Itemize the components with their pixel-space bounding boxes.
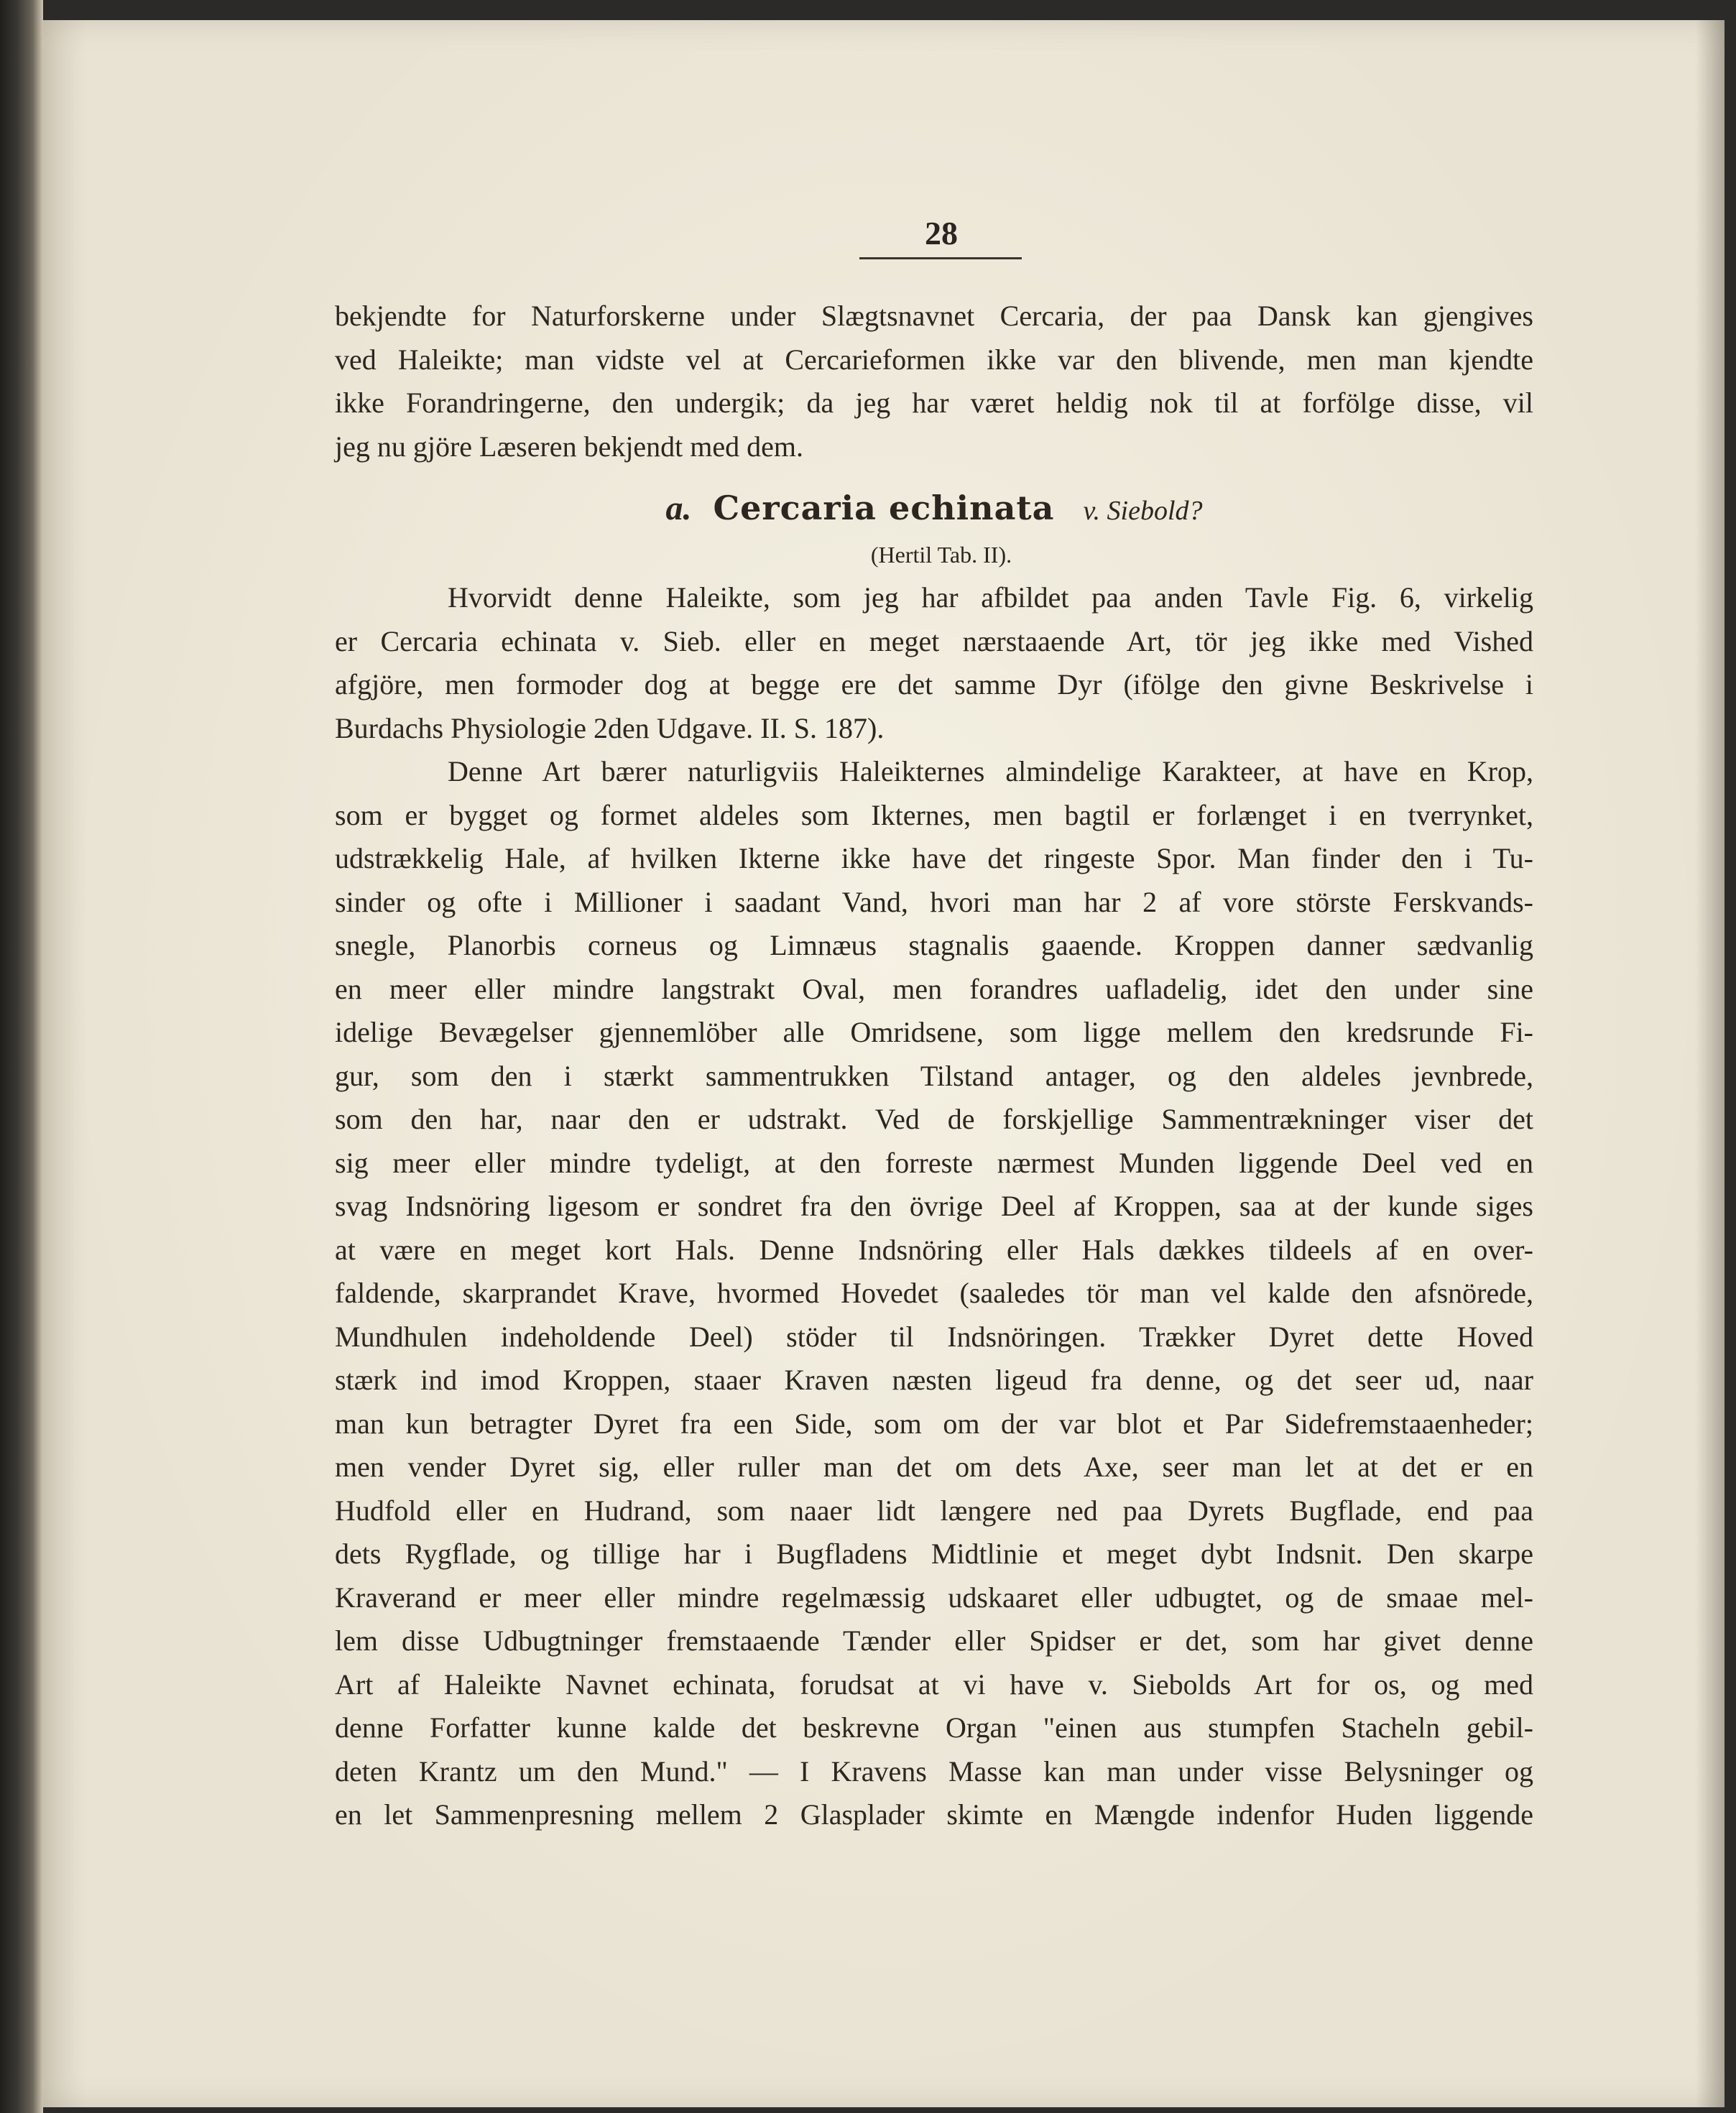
- text-line: svag Indsnöring ligesom er sondret fra den övrige Deel af Kroppen, saa at der kunde siges: [335, 1190, 1533, 1222]
- text-line: som er bygget og formet aldeles som Ikternes, men bagtil er forlænget i en tverrynket,: [335, 798, 1533, 831]
- text-line: snegle, Planorbis corneus og Limnæus stagnalis gaaende. Kroppen danner sædvanlig: [335, 929, 1533, 961]
- text-line: man kun betragter Dyret fra een Side, som om der var blot et Par Sidefremstaaenheder;: [335, 1407, 1533, 1440]
- text-line: Art af Haleikte Navnet echinata, forudsat at vi have v. Siebolds Art for os, og med: [335, 1668, 1533, 1701]
- text-line: ikke Forandringerne, den undergik; da jeg har været heldig nok til at forfölge disse, vil: [335, 387, 1533, 419]
- section-authority: v. Siebold?: [1083, 496, 1203, 526]
- text-line: udstrækkelig Hale, af hvilken Ikterne ikke have det ringeste Spor. Man finder den i Tu-: [335, 842, 1533, 874]
- book-spine: [0, 0, 43, 2113]
- body-text: [335, 295, 1533, 1837]
- text-line: dets Rygflade, og tillige har i Bugfladens Midtlinie et meget dybt Indsnit. Den skarpe: [335, 1538, 1533, 1570]
- text-line: bekjendte for Naturforskerne under Slægtsnavnet Cercaria, der paa Dansk kan gjengives: [335, 300, 1533, 332]
- text-line: Hudfold eller en Hudrand, som naaer lidt længere ned paa Dyrets Bugflade, end paa: [335, 1494, 1533, 1527]
- text-line: Mundhulen indeholdende Deel) stöder til Indsnöringen. Trækker Dyret dette Hoved: [335, 1320, 1533, 1353]
- paragraph-1: [335, 576, 1533, 750]
- text-line: at være en meget kort Hals. Denne Indsnöring eller Hals dækkes tildeels af en over-: [335, 1233, 1533, 1266]
- text-line: sig meer eller mindre tydeligt, at den forreste nærmest Munden liggende Deel ved en: [335, 1146, 1533, 1179]
- page-number: 28: [925, 215, 958, 251]
- text-line: lem disse Udbugtninger fremstaaende Tænder eller Spidser er det, som har givet denne: [335, 1624, 1533, 1657]
- text-line: Kraverand er meer eller mindre regelmæssig udskaaret eller udbugtet, og de smaae mel-: [335, 1581, 1533, 1614]
- text-line: faldende, skarprandet Krave, hvormed Hovedet (saaledes tör man vel kalde den afsnörede,: [335, 1277, 1533, 1309]
- section-letter: a.: [665, 489, 692, 527]
- intro-paragraph: [335, 295, 1533, 468]
- text-line: idelige Bevægelser gjennemlöber alle Omridsene, som ligge mellem den kredsrunde Fi-: [335, 1016, 1533, 1048]
- section-heading: [335, 481, 1533, 537]
- text-line: en meer eller mindre langstrakt Oval, men forandres uafladelig, idet den under sine: [335, 972, 1533, 1005]
- text-line: gur, som den i stærkt sammentrukken Tilstand antager, og den aldeles jevnbrede,: [335, 1059, 1533, 1092]
- text-line: jeg nu gjöre Læseren bekjendt med dem.: [335, 430, 804, 463]
- text-line: afgjöre, men formoder dog at begge ere det samme Dyr (ifölge den givne Beskrivelse i: [335, 668, 1533, 701]
- text-line: deten Krantz um den Mund." — I Kravens Masse kan man under visse Belysninger og: [335, 1754, 1533, 1788]
- text-line: men vender Dyret sig, eller ruller man det om dets Axe, seer man let at det er en: [335, 1451, 1533, 1483]
- text-line: denne Forfatter kunne kalde det beskrevne Organ "einen aus stumpfen Stacheln gebil-: [335, 1711, 1533, 1744]
- text-line: sinder og ofte i Millioner i saadant Vand, hvori man har 2 af vore störste Ferskvands-: [335, 885, 1533, 918]
- text-line: er Cercaria echinata v. Sieb. eller en meget nærstaaende Art, tör jeg ikke med Vished: [335, 624, 1533, 657]
- text-line: som den har, naar den er udstrakt. Ved de forskjellige Sammentrækninger viser det: [335, 1103, 1533, 1135]
- text-line: Hvorvidt denne Haleikte, som jeg har afbildet paa anden Tavle Fig. 6, virkelig: [448, 581, 1533, 614]
- paragraph-2: [335, 750, 1533, 1837]
- text-line: ved Haleikte; man vidste vel at Cercarieformen ikke var den blivende, men man kjendte: [335, 343, 1533, 376]
- text-line: Denne Art bærer naturligviis Haleikternes almindelige Karakteer, at have en Krop,: [448, 755, 1533, 787]
- section-plate-reference: (Hertil Tab. II).: [870, 542, 1012, 568]
- text-line: en let Sammenpresning mellem 2 Glasplader skimte en Mængde indenfor Huden liggende: [335, 1798, 1533, 1831]
- text-line: stærk ind imod Kroppen, staaer Kraven næsten ligeud fra denne, og det seer ud, naar: [335, 1364, 1533, 1396]
- page-edge-shadow: [1696, 20, 1725, 2107]
- text-line: Burdachs Physiologie 2den Udgave. II. S. 187).: [335, 711, 885, 744]
- page-number-rule: [859, 257, 1022, 259]
- section-species-name: Cercaria echinata: [713, 489, 1055, 527]
